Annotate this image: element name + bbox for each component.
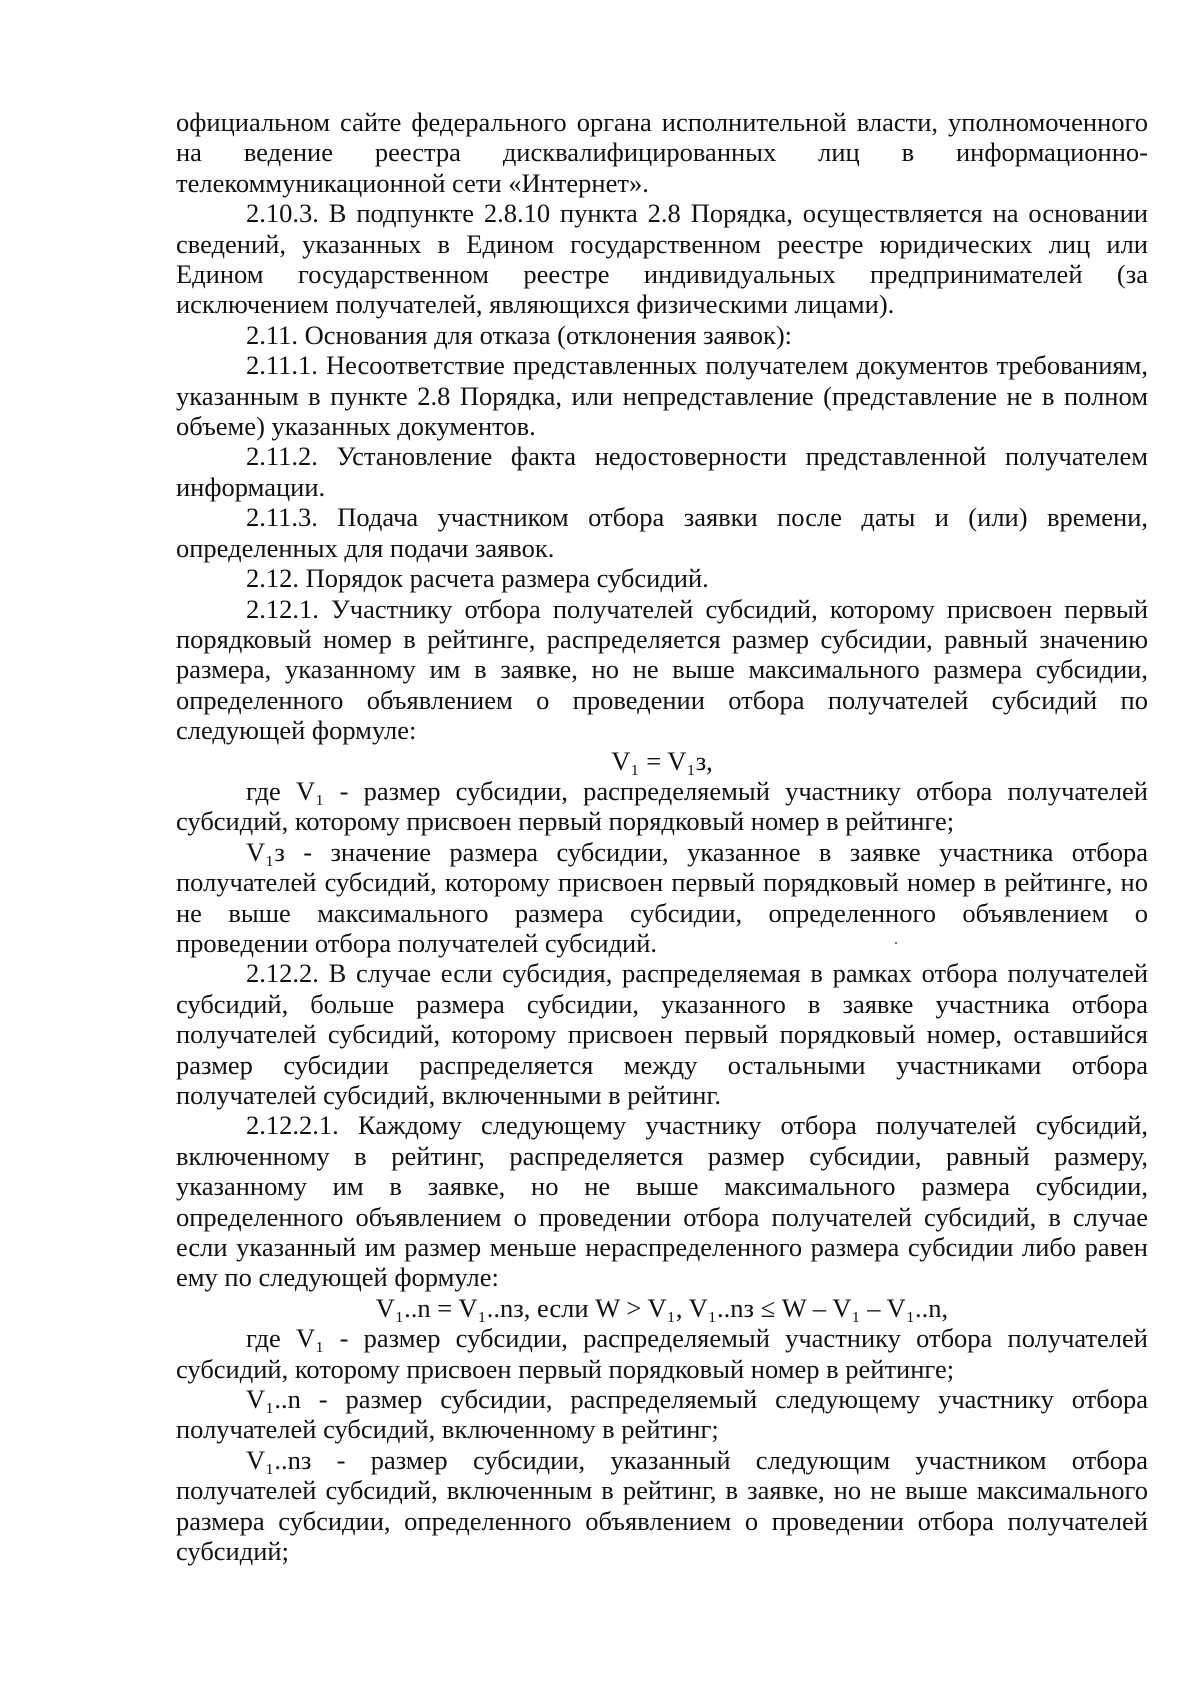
document-page	[176, 107, 1148, 1567]
paragraph-2-11-1: 2.11.1. Несоответствие представленных получателем документов требованиям, указанным в пункте 2.8 Порядка, или непредставление (представление не в полном объеме) указанных документов.	[176, 350, 1148, 442]
paragraph-intro: официальном сайте федерального органа исполнительной власти, уполномоченного на ведение реестра дисквалифицированных лиц в информационно-телекоммуникационной сети «Интернет».	[176, 107, 1148, 198]
definition-v1z: V₁з - значение размера субсидии, указанное в заявке участника отбора получателей субсидий, которому присвоен первый порядковый номер в рейтинге, но не выше максимального размера субсидии, определенного объявлением о проведении отбора получателей субсидий.	[176, 836, 1148, 958]
definition-v1nz: V₁..nз - размер субсидии, указанный следующим участником отбора получателей субсидий, включенным в рейтинг, в заявке, но не выше максимального размера субсидии, определенного объявлением о проведении отбора получателей субсидий;	[176, 1444, 1148, 1567]
definition-v1-repeat: где V₁ - размер субсидии, распределяемый участнику отбора получателей субсидий, которому присвоен первый порядковый номер в рейтинге;	[176, 1323, 1148, 1384]
paragraph-2-12-1: 2.12.1. Участнику отбора получателей субсидий, которому присвоен первый порядковый номер в рейтинге, распределяется размер субсидии, равный значению размера, указанному им в заявке, но не выше максимального размера субсидии, определенного объявлением о проведении отбора получателей субсидий по следующей формуле:	[176, 593, 1148, 746]
paragraph-2-12-2-1: 2.12.2.1. Каждому следующему участнику отбора получателей субсидий, включенному в рейтинг, распределяется размер субсидии, равный размеру, указанному им в заявке, но не выше максимального размера субсидии, определенного объявлением о проведении отбора получателей субсидий, в случае если указанный им размер меньше нераспределенного размера субсидии либо равен ему по следующей формуле:	[176, 1110, 1148, 1293]
paragraph-2-11: 2.11. Основания для отказа (отклонения заявок):	[246, 319, 793, 350]
paragraph-2-12-2: 2.12.2. В случае если субсидия, распределяемая в рамках отбора получателей субсидий, больше размера субсидии, указанного в заявке участника отбора получателей субсидий, которому присвоен первый порядковый номер, оставшийся размер субсидии распределяется между остальными участниками отбора получателей субсидий, включенными в рейтинг.	[176, 958, 1148, 1110]
paragraph-2-10-3: 2.10.3. В подпункте 2.8.10 пункта 2.8 Порядка, осуществляется на основании сведений, указанных в Едином государственном реестре юридических лиц или Едином государственном реестре индивидуальных предпринимателей (за исключением получателей, являющихся физическими лицами).	[176, 198, 1148, 320]
formula-2: V₁..n = V₁..nз, если W > V₁, V₁..nз ≤ W – V₁ – V₁..n,	[375, 1292, 949, 1323]
paragraph-2-11-2: 2.11.2. Установление факта недостоверности представленной получателем информации.	[176, 441, 1148, 502]
definition-v1: где V₁ - размер субсидии, распределяемый участнику отбора получателей субсидий, которому присвоен первый порядковый номер в рейтинге;	[176, 775, 1148, 837]
scan-speck	[895, 942, 897, 944]
paragraph-2-12: 2.12. Порядок расчета размера субсидий.	[246, 563, 709, 594]
formula-1: V₁ = V₁з,	[611, 745, 713, 776]
paragraph-2-11-3: 2.11.3. Подача участником отбора заявки после даты и (или) времени, определенных для подачи заявок.	[176, 502, 1148, 563]
definition-v1n: V₁..n - размер субсидии, распределяемый следующему участнику отбора получателей субсидий, включенному в рейтинг;	[176, 1384, 1148, 1445]
